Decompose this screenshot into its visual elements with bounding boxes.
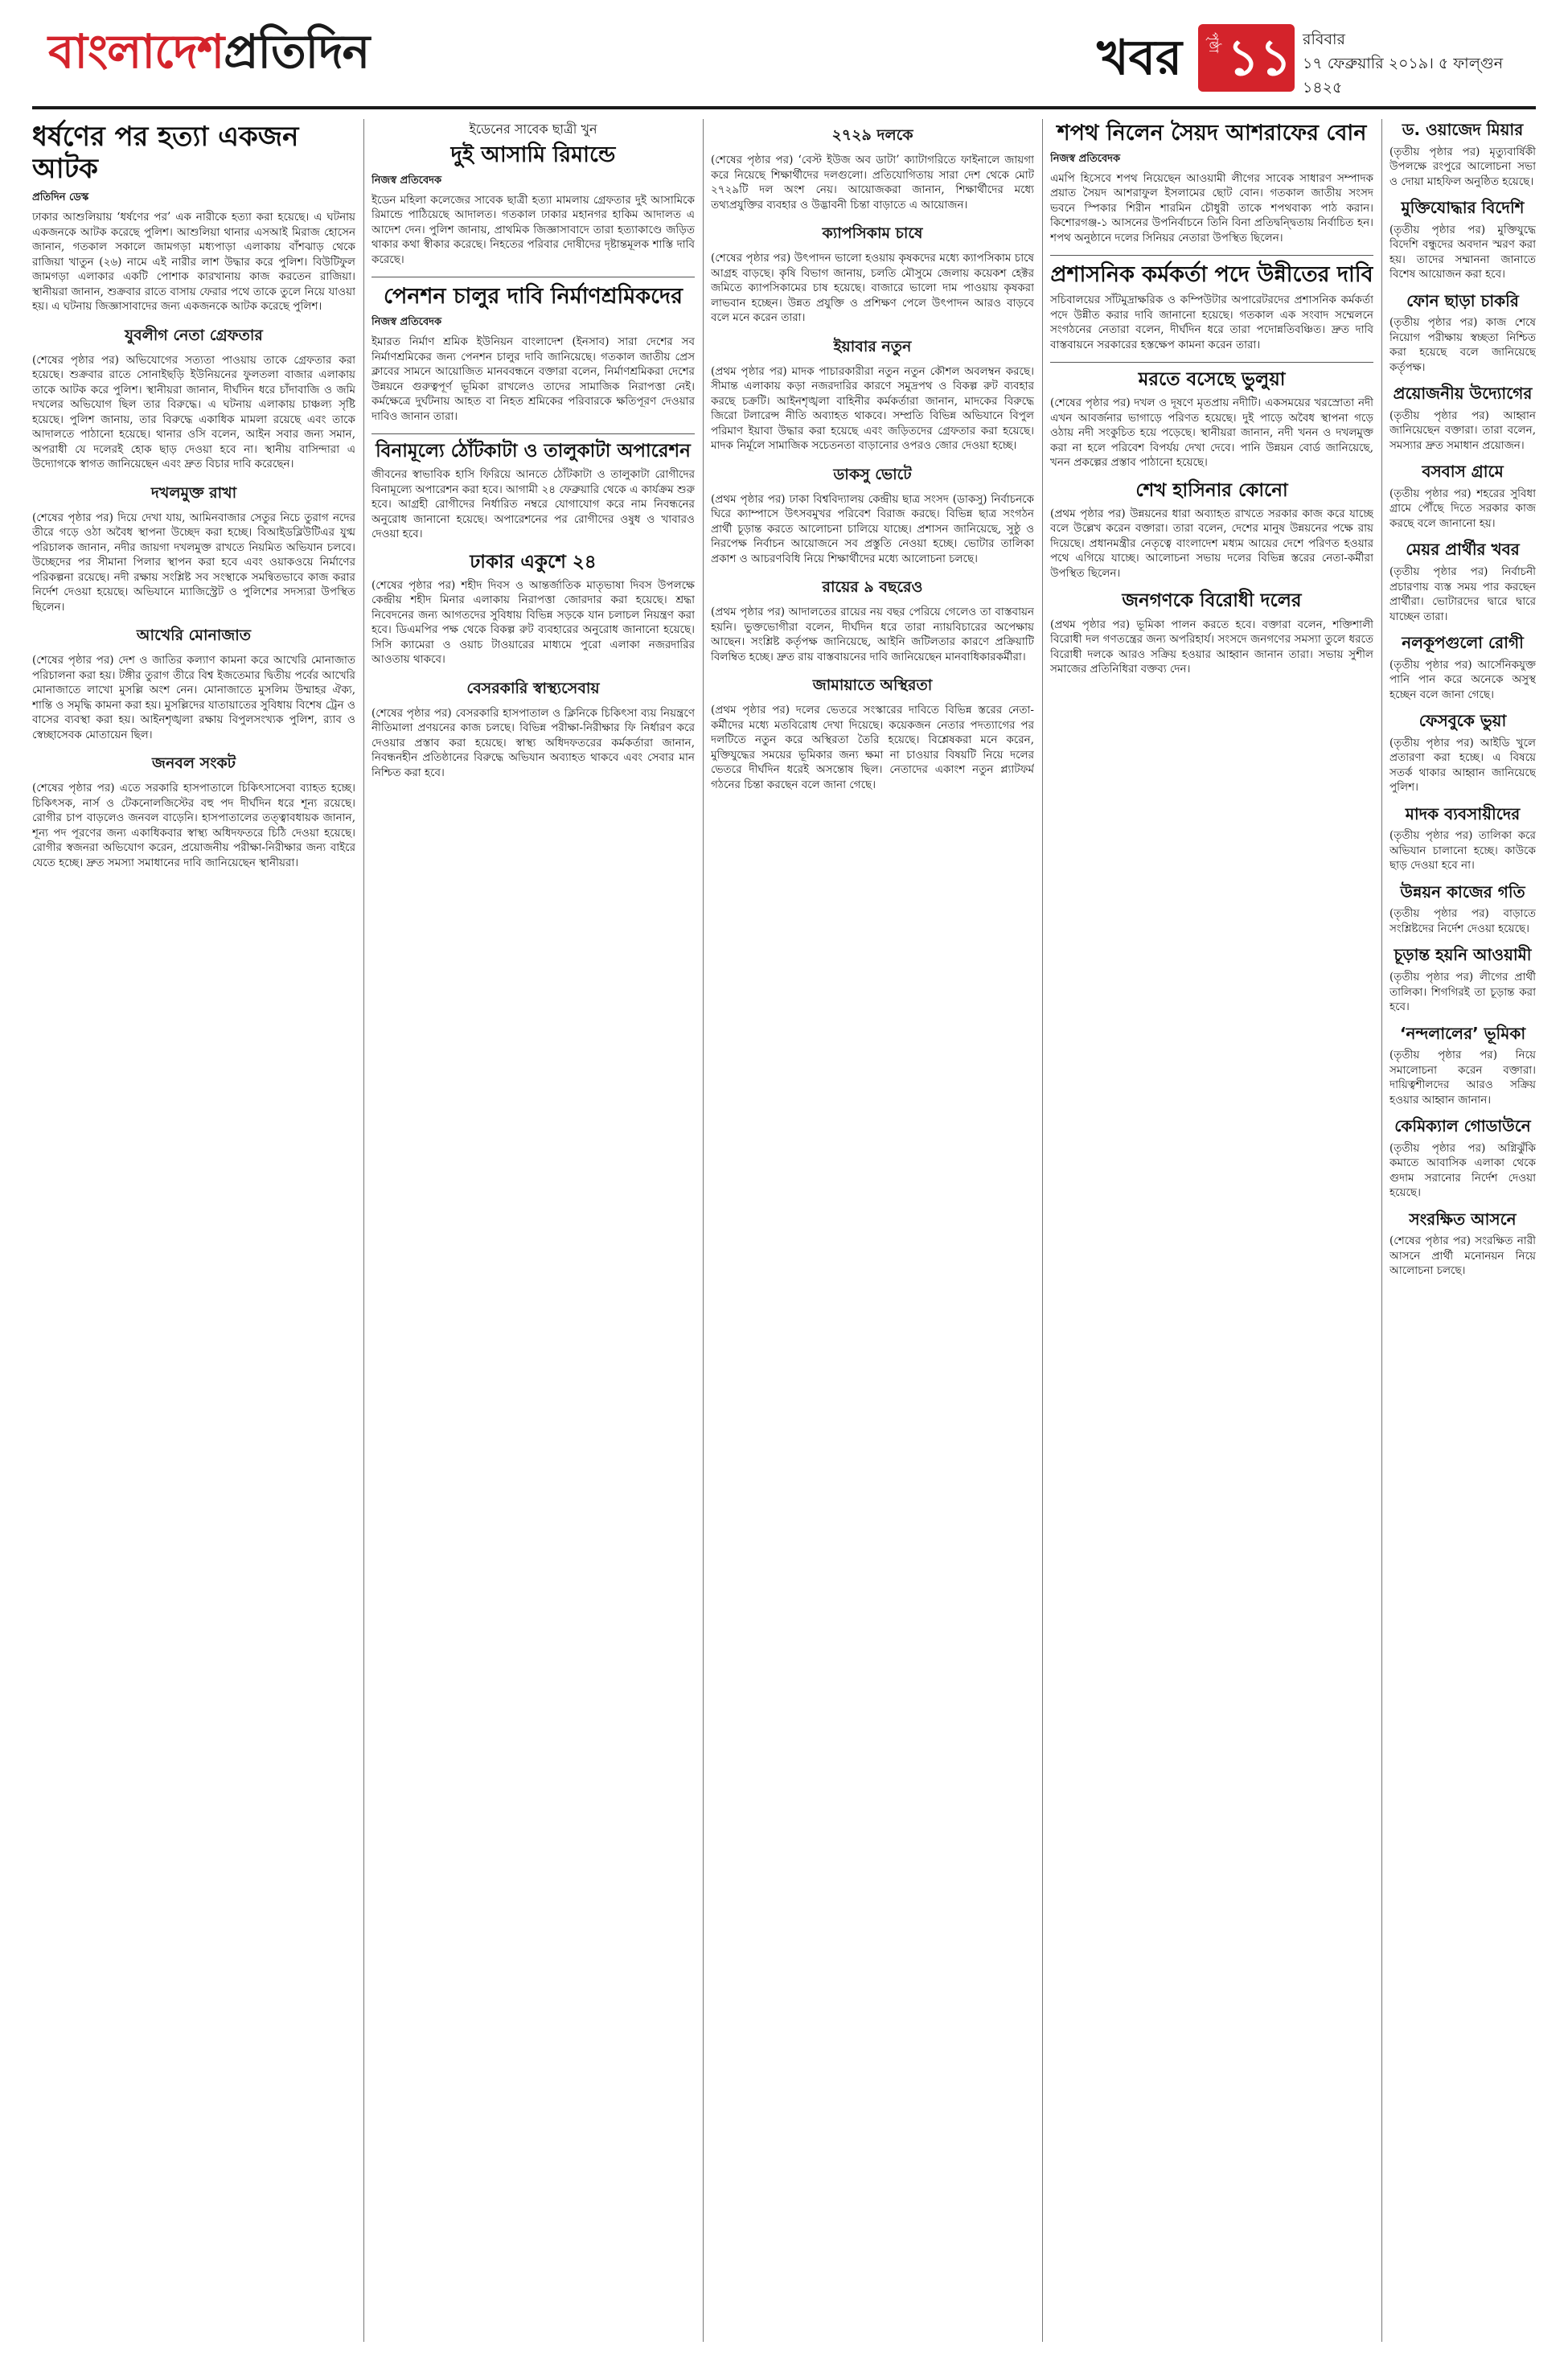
story-body: (শেষের পৃষ্ঠার পর) উৎপাদন ভালো হওয়ায় কৃষকদের মধ্যে ক্যাপসিকাম চাষে আগ্রহ বাড়ছে। কৃষি বিভাগ জানায়, চলতি মৌসুমে জেলায় কয়েকশ হেক্টর জমিতে ক্যাপসিকামের চাষ হয়েছে। বাজারে ভালো দাম পাওয়ায় কৃষকরা লাভবান হচ্ছেন। উন্নত প্রযুক্তি ও প্রশিক্ষণ পেলে উৎপাদন আরও বাড়বে বলে মনে করেন তারা। xyxy=(711,252,1034,324)
date-block xyxy=(1303,27,1520,100)
story-body: (তৃতীয় পৃষ্ঠার পর) নিয়ে সমালোচনা করেন বক্তারা। দায়িত্বশীলদের আরও সক্রিয় হওয়ার আহ্বান জানান। xyxy=(1389,1049,1536,1107)
story-rape[interactable] xyxy=(32,121,355,314)
story-ekushey[interactable] xyxy=(371,552,695,667)
story-councillor[interactable] xyxy=(32,324,355,472)
story-headline[interactable]: প্রশাসনিক কর্মকর্তা পদে উন্নীতের দাবি xyxy=(1050,262,1373,288)
story-body: সচিবালয়ের সাঁটমুদ্রাক্ষরিক ও কম্পিউটার অপারেটরদের প্রশাসনিক কর্মকর্তা পদে উন্নীত করার দাবি জানানো হয়েছে। গতকাল এক সংবাদ সম্মেলনে সংগঠনের নেতারা বলেন, দীর্ঘদিন ধরে তারা পদোন্নতিবঞ্চিত। দ্রুত দাবি বাস্তবায়নে সরকারের হস্তক্ষেপ কামনা করেন তারা। xyxy=(1050,294,1373,351)
story-body: জীবনের স্বাভাবিক হাসি ফিরিয়ে আনতে ঠোঁটকাটা ও তালুকাটা রোগীদের বিনামূল্যে অপারেশন করা হবে। আগামী ২৪ ফেব্রুয়ারি থেকে এ কার্যক্রম শুরু হবে। আগ্রহী রোগীদের নির্ধারিত নম্বরে যোগাযোগ করে নাম নিবন্ধনের অনুরোধ জানানো হয়েছে। অপারেশনের পর রোগীদের ওষুধ ও খাবারও দেওয়া হবে। xyxy=(371,468,695,541)
story-headline[interactable]: সংরক্ষিত আসনে xyxy=(1409,1209,1517,1229)
column-2 xyxy=(371,119,695,2342)
story-facebook[interactable] xyxy=(1389,712,1536,795)
story-headline[interactable]: ঢাকার একুশে ২৪ xyxy=(470,551,597,573)
story-wajed[interactable] xyxy=(1389,121,1536,189)
column-divider xyxy=(363,119,364,2342)
story-headline[interactable]: নলকূপগুলো রোগী xyxy=(1402,633,1524,653)
story-yaba[interactable] xyxy=(711,335,1034,454)
story-byline: নিজস্ব প্রতিবেদক xyxy=(371,174,442,187)
column-divider xyxy=(1042,119,1043,2342)
story-headline[interactable]: শপথ নিলেন সৈয়দ আশরাফের বোন xyxy=(1057,121,1367,146)
story-pension[interactable] xyxy=(371,284,695,424)
story-development[interactable] xyxy=(1389,883,1536,937)
story-headline[interactable]: মরতে বসেছে ভুলুয়া xyxy=(1138,369,1286,391)
story-headline[interactable]: কেমিক্যাল গোডাউনে xyxy=(1394,1116,1531,1136)
story-body: (শেষের পৃষ্ঠার পর) দেশ ও জাতির কল্যাণ কামনা করে আখেরি মোনাজাত পরিচালনা করা হয়। টঙ্গীর তুরাগ তীরে বিশ্ব ইজতেমার দ্বিতীয় পর্বের আখেরি মোনাজাতে লাখো মুসল্লি অংশ নেন। মোনাজাতে মুসলিম উম্মাহর ঐক্য, শান্তি ও সমৃদ্ধি কামনা করা হয়। মুসল্লিদের যাতায়াতের সুবিধায় বিশেষ ট্রেন ও বাসের ব্যবস্থা করা হয়। আইনশৃঙ্খলা রক্ষায় বিপুলসংখ্যক পুলিশ, র‌্যাব ও স্বেচ্ছাসেবক মোতায়েন ছিল। xyxy=(32,654,355,741)
story-headline[interactable]: মেয়র প্রার্থীর খবর xyxy=(1406,540,1520,560)
column-1 xyxy=(32,119,355,2342)
story-ijtema[interactable] xyxy=(32,624,355,742)
story-body: (তৃতীয় পৃষ্ঠার পর) শহরের সুবিধা গ্রামে পৌঁছে দিতে সরকার কাজ করছে বলে জানানো হয়। xyxy=(1389,487,1536,530)
story-headline[interactable]: ইয়াবার নতুন xyxy=(833,337,912,355)
story-body: (তৃতীয় পৃষ্ঠার পর) নির্বাচনী প্রচারণায় ব্যস্ত সময় পার করছেন প্রার্থীরা। ভোটারদের দ্বারে দ্বারে যাচ্ছেন তারা। xyxy=(1389,565,1536,623)
story-headline[interactable]: প্রয়োজনীয় উদ্যোগের xyxy=(1393,384,1533,404)
story-body: (তৃতীয় পৃষ্ঠার পর) আর্সেনিকযুক্ত পানি পান করে অনেকে অসুস্থ হচ্ছেন বলে জানা গেছে। xyxy=(1389,658,1536,701)
page-number-badge xyxy=(1198,24,1295,92)
story-byline: প্রতিদিন ডেস্ক xyxy=(32,191,89,204)
story-body: (প্রথম পৃষ্ঠার পর) মাদক পাচারকারীরা নতুন নতুন কৌশল অবলম্বন করছে। সীমান্ত এলাকায় কড়া নজরদারির কারণে সমুদ্রপথ ও বিকল্প রুট ব্যবহার করছে চক্রটি। আইনশৃঙ্খলা বাহিনীর কর্মকর্তারা জানান, মাদকের বিরুদ্ধে জিরো টলারেন্স নীতি অব্যাহত থাকবে। সম্প্রতি বিভিন্ন অভিযানে বিপুল পরিমাণ ইয়াবা উদ্ধার করা হয়েছে এবং জড়িতদের গ্রেফতার করা হয়েছে। মাদক নির্মূলে সামাজিক সচেতনতা বাড়ানোর ওপরও জোর দেওয়া হচ্ছে। xyxy=(711,364,1034,452)
story-body: (তৃতীয় পৃষ্ঠার পর) লীগের প্রার্থী তালিকা। শিগগিরই তা চূড়ান্ত করা হবে। xyxy=(1389,971,1536,1014)
story-body: (শেষের পৃষ্ঠার পর) অভিযোগের সত্যতা পাওয়ায় তাকে গ্রেফতার করা হয়েছে। শুক্রবার রাতে সোনাইছড়ি ইউনিয়নের ফুলতলা বাজার এলাকায় তাকে আটক করে পুলিশ। স্থানীয়রা জানান, দীর্ঘদিন ধরে চাঁদাবাজি ও জমি দখলের অভিযোগ ছিল তার বিরুদ্ধে। এ ঘটনায় এলাকায় চাঞ্চল্য সৃষ্টি হয়েছে। পুলিশ জানায়, তার বিরুদ্ধে একাধিক মামলা রয়েছে এবং তাকে আদালতে পাঠানো হয়েছে। থানার ওসি বলেন, আইন সবার জন্য সমান, অপরাধী যে দলেরই হোক ছাড় দেওয়া হবে না। স্থানীয় বাসিন্দারা এ উদ্যোগকে স্বাগত জানিয়েছেন এবং দ্রুত বিচার দাবি করেছেন। xyxy=(32,353,355,471)
story-cleft[interactable] xyxy=(371,441,695,542)
story-headline[interactable]: চূড়ান্ত হয়নি আওয়ামী xyxy=(1394,945,1532,965)
story-body: ঢাকার আশুলিয়ায় ‘ধর্ষণের পর’ এক নারীকে হত্যা করা হয়েছে। এ ঘটনায় একজনকে আটক করেছে পুলিশ। আশুলিয়া থানার এসআই মিরাজ হোসেন জানান, গতকাল সকালে জামগড়া মধ্যপাড়া এলাকায় বাঁশঝাড় থেকে রাজিয়া খাতুন (২৬) নামে এই নারীর লাশ উদ্ধার করে পুলিশ। বিউটিফুল জামগড়া এলাকার একটি পোশাক কারখানায় কাজ করতেন রাজিয়া। স্থানীয়রা জানান, শুক্রবার রাতে বাসায় ফেরার পথে তাকে তুলে নিয়ে যাওয়া হয়। এ ঘটনায় জিজ্ঞাসাবাদের জন্য একজনকে আটক করেছে পুলিশ। xyxy=(32,211,355,314)
story-headline[interactable]: ক্যাপসিকাম চাষে xyxy=(822,224,923,242)
story-village[interactable] xyxy=(1389,462,1536,531)
story-admin[interactable] xyxy=(1050,262,1373,352)
story-headline[interactable]: জামায়াতে অস্থিরতা xyxy=(812,676,933,694)
story-headline[interactable]: ‘নন্দলালের’ ভূমিকা xyxy=(1399,1023,1526,1043)
logo-part-1: বাংলাদেশ xyxy=(48,24,224,79)
story-opposition[interactable] xyxy=(1050,590,1373,676)
story-medical[interactable] xyxy=(371,677,695,781)
story-headline[interactable]: শেখ হাসিনার কোনো xyxy=(1135,479,1288,501)
day-name: রবিবার xyxy=(1303,31,1345,48)
story-body: (তৃতীয় পৃষ্ঠার পর) বাড়াতে সংশ্লিষ্টদের নির্দেশ দেওয়া হয়েছে। xyxy=(1389,907,1536,935)
story-body: (প্রথম পৃষ্ঠার পর) উন্নয়নের ধারা অব্যাহত রাখতে সরকার কাজ করে যাচ্ছে বলে উল্লেখ করেন বক্তারা। তারা বলেন, দেশের মানুষ উন্নয়নের পক্ষে রায় দিয়েছে। প্রধানমন্ত্রীর নেতৃত্বে বাংলাদেশ মধ্যম আয়ের দেশে পরিণত হওয়ার পথে এগিয়ে যাচ্ছে। আলোচনা সভায় দলের বিভিন্ন স্তরের নেতা-কর্মীরা উপস্থিত ছিলেন। xyxy=(1050,507,1373,580)
issue-date: ১৭ ফেব্রুয়ারি ২০১৯। ৫ ফাল্গুন ১৪২৫ xyxy=(1303,55,1504,97)
story-occupation[interactable] xyxy=(32,482,355,615)
story-initiative[interactable] xyxy=(1389,384,1536,453)
story-body: (তৃতীয় পৃষ্ঠার পর) কাজ শেষে নিয়োগ পরীক্ষায় স্বচ্ছতা নিশ্চিত করা হয়েছে বলে জানিয়েছে কর্তৃপক্ষ। xyxy=(1389,316,1536,374)
divider xyxy=(1050,362,1373,363)
story-headline[interactable]: জনগণকে বিরোধী দলের xyxy=(1122,590,1302,612)
story-jobs[interactable] xyxy=(1389,292,1536,376)
story-headline[interactable]: মাদক ব্যবসায়ীদের xyxy=(1405,803,1521,824)
story-hospital[interactable] xyxy=(32,752,355,870)
story-headline[interactable]: দুই আসামি রিমান্ডে xyxy=(450,142,616,167)
newspaper-logo[interactable] xyxy=(48,16,369,94)
story-headline[interactable]: বসবাস গ্রামে xyxy=(1422,462,1504,482)
story-body: (শেষের পৃষ্ঠার পর) দিয়ে দেখা যায়, আমিনবাজার সেতুর নিচে তুরাগ নদের তীরে গড়ে ওঠা অবৈধ স্থাপনা উচ্ছেদ করা হচ্ছে। বিআইডব্লিউটিএর যুগ্ম পরিচালক জানান, নদীর জায়গা দখলমুক্ত রাখতে নিয়মিত অভিযান চলবে। উচ্ছেদের পর সীমানা পিলার স্থাপন করা হবে এবং ওয়াকওয়ে নির্মাণের পরিকল্পনা রয়েছে। নদী রক্ষায় সংশ্লিষ্ট সব সংস্থাকে সমন্বিতভাবে কাজ করার নির্দেশ দেওয়া হয়েছে। অভিযানে ম্যাজিস্ট্রেট ও পুলিশের সদস্যরা উপস্থিত ছিলেন। xyxy=(32,511,355,614)
story-headline[interactable]: পেনশন চালুর দাবি নির্মাণশ্রমিকদের xyxy=(384,284,683,310)
story-body: ইডেন মহিলা কলেজের সাবেক ছাত্রী হত্যা মামলায় গ্রেফতার দুই আসামিকে রিমান্ডে পাঠিয়েছে আদালত। গতকাল ঢাকার মহানগর হাকিম আদালত এ আদেশ দেন। পুলিশ জানায়, প্রাথমিক জিজ্ঞাসাবাদে তারা হত্যাকাণ্ডে জড়িত থাকার কথা স্বীকার করেছে। নিহতের পরিবার দোষীদের দৃষ্টান্তমূলক শাস্তি দাবি করেছে। xyxy=(371,193,695,266)
story-freedom[interactable] xyxy=(1389,199,1536,282)
story-final[interactable] xyxy=(1389,946,1536,1014)
story-oath[interactable] xyxy=(1050,121,1373,245)
story-headline[interactable]: ফেসবুকে ভুয়া xyxy=(1418,711,1507,731)
story-bhola[interactable] xyxy=(1050,369,1373,470)
story-reserved[interactable] xyxy=(1389,1210,1536,1279)
story-headline[interactable]: মুক্তিযোদ্ধার বিদেশি xyxy=(1401,198,1525,218)
story-body: (তৃতীয় পৃষ্ঠার পর) অগ্নিঝুঁকি কমাতে আবাসিক এলাকা থেকে গুদাম সরানোর নির্দেশ দেওয়া হয়েছে। xyxy=(1389,1141,1536,1200)
story-drugs[interactable] xyxy=(1389,805,1536,873)
story-schools[interactable] xyxy=(711,124,1034,212)
story-headline[interactable]: ড. ওয়াজেদ মিয়ার xyxy=(1402,120,1524,139)
story-body: (শেষের পৃষ্ঠার পর) সংরক্ষিত নারী আসনে প্রার্থী মনোনয়ন নিয়ে আলোচনা চলছে। xyxy=(1389,1234,1536,1278)
story-body: (প্রথম পৃষ্ঠার পর) ঢাকা বিশ্ববিদ্যালয় কেন্দ্রীয় ছাত্র সংসদ (ডাকসু) নির্বাচনকে ঘিরে ক্যাম্পাসে উৎসবমুখর পরিবেশ বিরাজ করছে। বিভিন্ন ছাত্র সংগঠন প্রার্থী চূড়ান্ত করতে আলোচনা চালিয়ে যাচ্ছে। প্রশাসন জানিয়েছে, সুষ্ঠু ও নিরপেক্ষ নির্বাচন আয়োজনে সব প্রস্তুতি নেওয়া হচ্ছে। ভোটার তালিকা প্রকাশ ও আচরণবিধি নিয়ে শিক্ষার্থীদের মধ্যে আলোচনা চলছে। xyxy=(711,492,1034,565)
column-4 xyxy=(1050,119,1373,2342)
column-divider xyxy=(1381,119,1382,2342)
story-body: (তৃতীয় পৃষ্ঠার পর) মৃত্যুবার্ষিকী উপলক্ষে রংপুরে আলোচনা সভা ও দোয়া মাহফিল অনুষ্ঠিত হয়েছে। xyxy=(1389,145,1536,188)
story-headline[interactable]: জনবল সংকট xyxy=(151,754,236,773)
story-hasina[interactable] xyxy=(1050,480,1373,581)
story-byline: নিজস্ব প্রতিবেদক xyxy=(1050,152,1121,165)
story-mayor[interactable] xyxy=(1389,540,1536,624)
column-3 xyxy=(711,119,1034,2342)
story-headline[interactable]: আখেরি মোনাজাত xyxy=(136,626,252,645)
story-rice[interactable] xyxy=(711,576,1034,664)
story-headline[interactable]: ২৭২৯ দলকে xyxy=(831,126,913,144)
story-body: (প্রথম পৃষ্ঠার পর) দলের ভেতরে সংস্কারের দাবিতে বিভিন্ন স্তরের নেতা-কর্মীদের মধ্যে মতবিরোধ দেখা দিয়েছে। কয়েকজন নেতার পদত্যাগের পর দলটিতে নতুন করে অস্থিরতা তৈরি হয়েছে। বিশ্লেষকরা মনে করেন, মুক্তিযুদ্ধের সময়ের ভূমিকার জন্য ক্ষমা না চাওয়ার বিষয়টি নিয়ে দলের ভেতরে দীর্ঘদিন ধরেই অসন্তোষ ছিল। নেতাদের একাংশ নতুন প্ল্যাটফর্ম গঠনের চিন্তা করছেন বলে জানা গেছে। xyxy=(711,704,1034,791)
story-body: (তৃতীয় পৃষ্ঠার পর) আহ্বান জানিয়েছেন বক্তারা। তারা বলেন, সমস্যার দ্রুত সমাধান প্রয়োজন। xyxy=(1389,409,1536,452)
story-body: (তৃতীয় পৃষ্ঠার পর) তালিকা করে অভিযান চালানো হচ্ছে। কাউকে ছাড় দেওয়া হবে না। xyxy=(1389,829,1536,873)
story-jamaat[interactable] xyxy=(711,674,1034,792)
divider xyxy=(371,433,695,434)
story-body: (শেষের পৃষ্ঠার পর) বেসরকারি হাসপাতাল ও ক্লিনিকে চিকিৎসা ব্যয় নিয়ন্ত্রণে নীতিমালা প্রণয়নের কাজ চলছে। বিভিন্ন পরীক্ষা-নিরীক্ষার ফি নির্ধারণ করে দেওয়ার প্রস্তাব করা হয়েছে। স্বাস্থ্য অধিদফতরের কর্মকর্তারা জানান, নিবন্ধনহীন প্রতিষ্ঠানের বিরুদ্ধে অভিযান অব্যাহত থাকবে এবং সেবার মান নিশ্চিত করা হবে। xyxy=(371,706,695,779)
story-chemical[interactable] xyxy=(1389,1117,1536,1201)
story-tubewell[interactable] xyxy=(1389,634,1536,702)
column-5 xyxy=(1389,119,1536,2342)
section-title: খবর xyxy=(1097,30,1182,86)
story-body: (শেষের পৃষ্ঠার পর) ‘বেস্ট ইউজ অব ডাটা’ ক্যাটাগরিতে ফাইনালে জায়গা করে নিয়েছে শিক্ষার্থীদের দলগুলো। প্রতিযোগিতায় সারা দেশ থেকে মোট ২৭২৯টি দল অংশ নেয়। আয়োজকরা জানান, শিক্ষার্থীদের মধ্যে তথ্যপ্রযুক্তির ব্যবহার ও উদ্ভাবনী চিন্তা বাড়াতে এ আয়োজন। xyxy=(711,154,1034,212)
story-body: (শেষের পৃষ্ঠার পর) এতে সরকারি হাসপাতালে চিকিৎসাসেবা ব্যাহত হচ্ছে। চিকিৎসক, নার্স ও টেকনোলজিস্টের বহু পদ দীর্ঘদিন ধরে শূন্য রয়েছে। রোগীর চাপ বাড়লেও জনবল বাড়েনি। হাসপাতালের তত্ত্বাবধায়ক জানান, শূন্য পদ পূরণের জন্য একাধিকবার স্বাস্থ্য অধিদফতরে চিঠি দেওয়া হয়েছে। রোগীর স্বজনরা অভিযোগ করেন, প্রয়োজনীয় পরীক্ষা-নিরীক্ষার জন্য বাইরে যেতে হচ্ছে। দ্রুত সমস্যা সমাধানের দাবি জানিয়েছেন স্থানীয়রা। xyxy=(32,782,355,869)
story-headline[interactable]: রায়ের ৯ বছরেও xyxy=(822,578,923,596)
story-kicker: ইডেনের সাবেক ছাত্রী খুন xyxy=(469,121,597,137)
story-body: (প্রথম পৃষ্ঠার পর) ভূমিকা পালন করতে হবে। বক্তারা বলেন, শক্তিশালী বিরোধী দল গণতন্ত্রের জন্য অপরিহার্য। সংসদে জনগণের সমস্যা তুলে ধরতে বিরোধী দলকে আরও সক্রিয় হওয়ার আহ্বান জানান তারা। সভায় সুশীল সমাজের প্রতিনিধিরা বক্তব্য দেন। xyxy=(1050,618,1373,676)
story-body: (প্রথম পৃষ্ঠার পর) আদালতের রায়ের নয় বছর পেরিয়ে গেলেও তা বাস্তবায়ন হয়নি। ভুক্তভোগীরা বলেন, দীর্ঘদিন ধরে তারা ন্যায়বিচারের অপেক্ষায় আছেন। সংশ্লিষ্ট কর্তৃপক্ষ জানিয়েছে, আইনি জটিলতার কারণে প্রক্রিয়াটি বিলম্বিত হচ্ছে। দ্রুত রায় বাস্তবায়নের দাবি জানিয়েছেন মানবাধিকারকর্মীরা। xyxy=(711,606,1034,663)
story-capsicum[interactable] xyxy=(711,222,1034,326)
story-dakshu[interactable] xyxy=(711,463,1034,567)
divider xyxy=(1050,255,1373,256)
story-body: (শেষের পৃষ্ঠার পর) শহীদ দিবস ও আন্তর্জাতিক মাতৃভাষা দিবস উপলক্ষে কেন্দ্রীয় শহীদ মিনার এলাকায় নিরাপত্তা জোরদার করা হয়েছে। শ্রদ্ধা নিবেদনের জন্য আগতদের সুবিধায় বিভিন্ন সড়কে যান চলাচল নিয়ন্ত্রণ করা হবে। ডিএমপির পক্ষ থেকে বিকল্প রুট ব্যবহারের অনুরোধ জানানো হয়েছে। সিসি ক্যামেরা ও ওয়াচ টাওয়ারের মাধ্যমে পুরো এলাকা নজরদারির আওতায় থাকবে। xyxy=(371,578,695,667)
story-body: এমপি হিসেবে শপথ নিয়েছেন আওয়ামী লীগের সাবেক সাধারণ সম্পাদক প্রয়াত সৈয়দ আশরাফুল ইসলামের ছোট বোন। গতকাল জাতীয় সংসদ ভবনে স্পিকার শিরীন শারমিন চৌধুরী তাকে শপথবাক্য পাঠ করান। কিশোরগঞ্জ-১ আসনের উপনির্বাচনে তিনি বিনা প্রতিদ্বন্দ্বিতায় নির্বাচিত হন। শপথ অনুষ্ঠানে দলের সিনিয়র নেতারা উপস্থিত ছিলেন। xyxy=(1050,171,1373,244)
story-headline[interactable]: ফোন ছাড়া চাকরি xyxy=(1406,290,1519,310)
story-headline[interactable]: ডাকসু ভোটে xyxy=(833,465,912,483)
story-headline[interactable]: দখলমুক্ত রাখা xyxy=(150,483,237,502)
story-headline[interactable]: বেসরকারি স্বাস্থ্যসেবায় xyxy=(466,679,600,697)
logo-part-2: প্রতিদিন xyxy=(224,24,370,79)
story-body: (তৃতীয় পৃষ্ঠার পর) আইডি খুলে প্রতারণা করা হচ্ছে। এ বিষয়ে সতর্ক থাকার আহ্বান জানিয়েছে পুলিশ। xyxy=(1389,736,1536,795)
story-body: (তৃতীয় পৃষ্ঠার পর) মুক্তিযুদ্ধে বিদেশি বন্ধুদের অবদান স্মরণ করা হয়। তাদের সম্মাননা জানাতে বিশেষ আয়োজন করা হবে। xyxy=(1389,223,1536,281)
story-remand[interactable] xyxy=(371,119,695,267)
story-nonlal[interactable] xyxy=(1389,1025,1536,1108)
page-label: পৃষ্ঠা xyxy=(1206,32,1221,53)
story-headline[interactable]: ধর্ষণের পর হত্যা একজন আটক xyxy=(32,121,299,186)
story-body: (শেষের পৃষ্ঠার পর) দখল ও দূষণে মৃতপ্রায় নদীটি। একসময়ের খরস্রোতা নদী এখন আবর্জনার ভাগাড়ে পরিণত হয়েছে। দুই পাড়ে অবৈধ স্থাপনা গড়ে ওঠায় নদী সংকুচিত হয়ে পড়েছে। স্থানীয়রা জানান, নদী খনন ও দখলমুক্ত করা না হলে পরিবেশ বিপর্যয় দেখা দেবে। পানি উন্নয়ন বোর্ড জানিয়েছে, খনন প্রকল্পের প্রস্তাব পাঠানো হয়েছে। xyxy=(1050,396,1373,470)
story-headline[interactable]: যুবলীগ নেতা গ্রেফতার xyxy=(125,326,263,344)
story-byline: নিজস্ব প্রতিবেদক xyxy=(371,316,442,329)
story-body: ইমারত নির্মাণ শ্রমিক ইউনিয়ন বাংলাদেশ (ইনসাব) সারা দেশের সব নির্মাণশ্রমিকের জন্য পেনশন চালুর দাবি জানিয়েছে। গতকাল জাতীয় প্রেস ক্লাবের সামনে আয়োজিত মানববন্ধনে বক্তারা বলেন, নির্মাণশ্রমিকরা দেশের উন্নয়নে গুরুত্বপূর্ণ ভূমিকা রাখলেও তাদের সামাজিক নিরাপত্তা নেই। কর্মক্ষেত্রে দুর্ঘটনায় আহত বা নিহত শ্রমিকের পরিবারকে ক্ষতিপূরণ দেওয়ার দাবিও জানান তারা। xyxy=(371,335,695,423)
story-headline[interactable]: উন্নয়ন কাজের গতি xyxy=(1400,881,1525,902)
column-divider xyxy=(703,119,704,2342)
story-headline[interactable]: বিনামূল্যে ঠোঁটকাটা ও তালুকাটা অপারেশন xyxy=(376,441,691,462)
masthead xyxy=(32,10,1536,105)
masthead-rule xyxy=(32,106,1536,109)
page-number: ১১ xyxy=(1227,28,1292,87)
